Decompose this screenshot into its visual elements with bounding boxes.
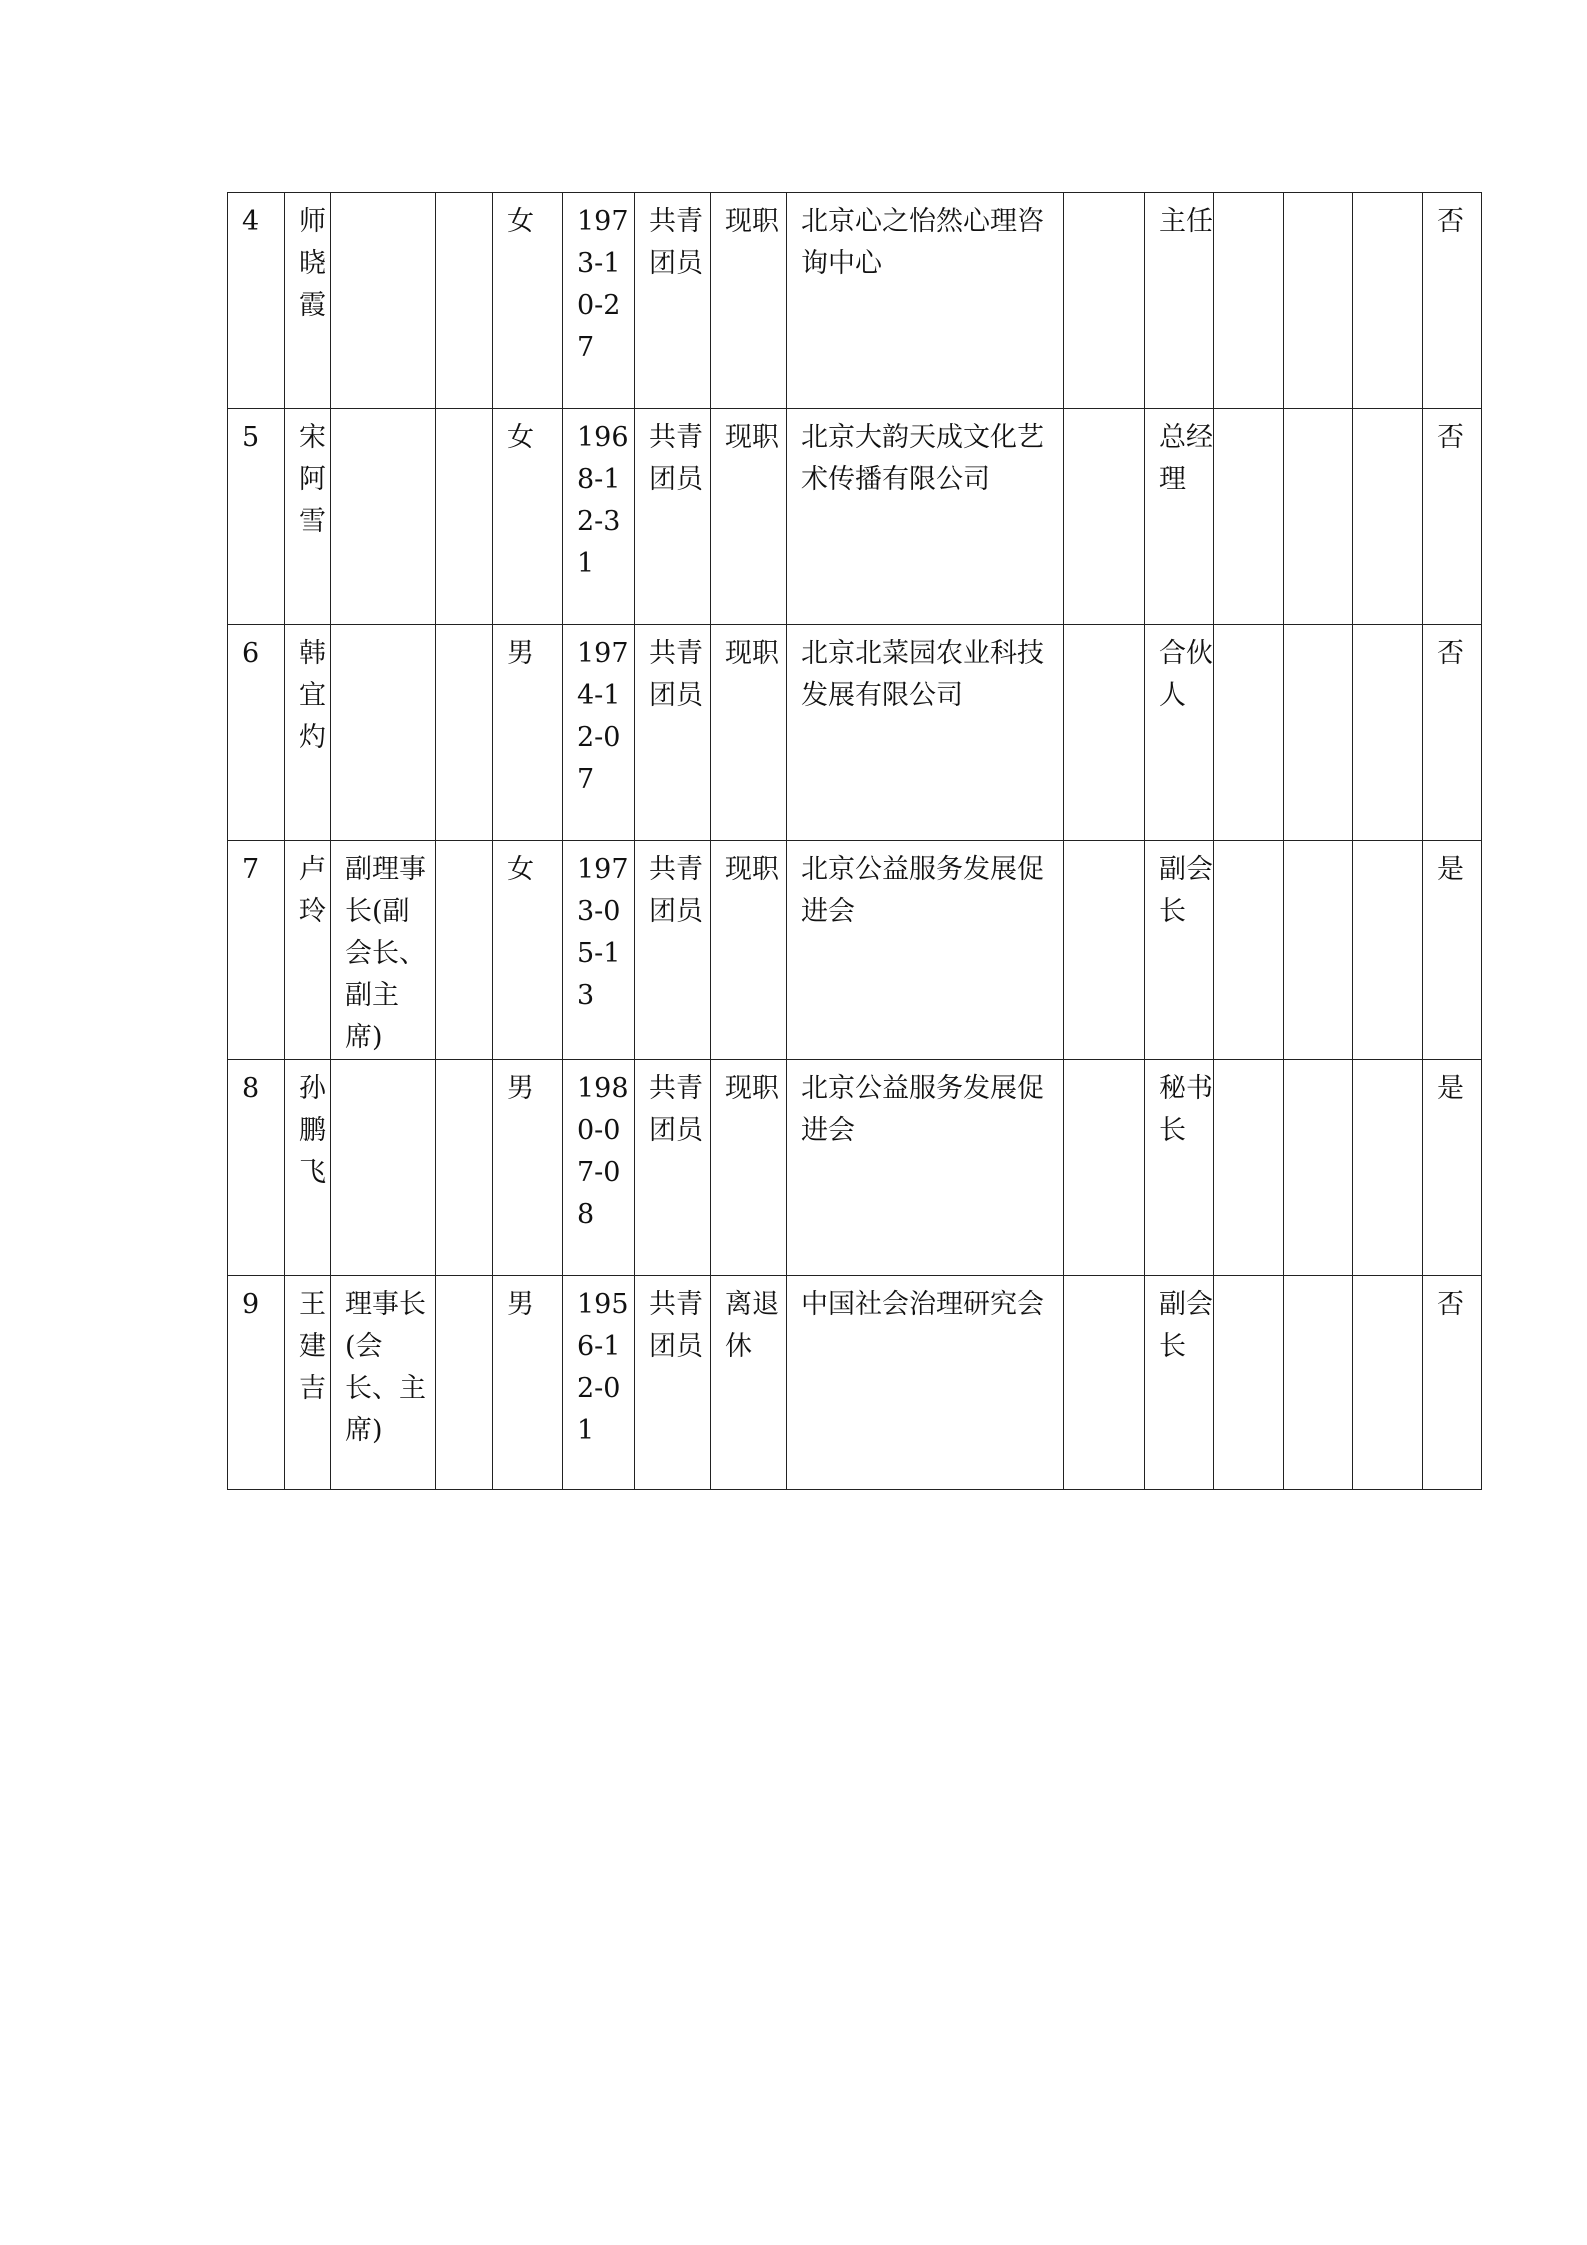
table-row	[228, 1060, 1482, 1276]
employment-status: 现职	[711, 1060, 787, 1276]
table-row	[228, 409, 1482, 625]
table-row	[228, 1276, 1482, 1490]
blank-cell	[1284, 625, 1353, 841]
gender-cell: 女	[493, 409, 563, 625]
gender-cell: 男	[493, 1060, 563, 1276]
blank-cell	[1353, 841, 1423, 1060]
position-title: 副会长	[1145, 841, 1214, 1060]
council-role	[331, 409, 436, 625]
blank-cell	[1064, 409, 1145, 625]
organization-name: 北京北菜园农业科技发展有限公司	[787, 625, 1064, 841]
birth-date: 1968-12-31	[563, 409, 635, 625]
blank-cell	[1353, 1060, 1423, 1276]
blank-cell	[1284, 193, 1353, 409]
row-number: 8	[228, 1060, 285, 1276]
council-role	[331, 625, 436, 841]
organization-name: 北京心之怡然心理咨询中心	[787, 193, 1064, 409]
gender-cell: 女	[493, 841, 563, 1060]
blank-cell	[436, 625, 493, 841]
employment-status: 现职	[711, 409, 787, 625]
blank-cell	[1214, 1060, 1284, 1276]
blank-cell	[436, 409, 493, 625]
blank-cell	[436, 1060, 493, 1276]
organization-name: 北京公益服务发展促进会	[787, 1060, 1064, 1276]
yes-no-flag: 否	[1423, 193, 1482, 409]
row-number: 9	[228, 1276, 285, 1490]
birth-date: 1974-12-07	[563, 625, 635, 841]
blank-cell	[436, 841, 493, 1060]
blank-cell	[1064, 1060, 1145, 1276]
yes-no-flag: 否	[1423, 409, 1482, 625]
blank-cell	[1284, 841, 1353, 1060]
political-status: 共青团员	[635, 1276, 711, 1490]
blank-cell	[1064, 625, 1145, 841]
organization-name: 北京公益服务发展促进会	[787, 841, 1064, 1060]
blank-cell	[1064, 841, 1145, 1060]
blank-cell	[1214, 1276, 1284, 1490]
birth-date: 1956-12-01	[563, 1276, 635, 1490]
member-name: 师晓霞	[285, 193, 331, 409]
birth-date: 1973-10-27	[563, 193, 635, 409]
blank-cell	[1284, 1060, 1353, 1276]
member-name: 韩宜灼	[285, 625, 331, 841]
position-title: 副会长	[1145, 1276, 1214, 1490]
employment-status: 现职	[711, 193, 787, 409]
political-status: 共青团员	[635, 1060, 711, 1276]
table-row	[228, 841, 1482, 1060]
blank-cell	[1353, 193, 1423, 409]
gender-cell: 男	[493, 1276, 563, 1490]
blank-cell	[1353, 409, 1423, 625]
employment-status: 离退休	[711, 1276, 787, 1490]
position-title: 合伙人	[1145, 625, 1214, 841]
blank-cell	[1214, 193, 1284, 409]
birth-date: 1973-05-13	[563, 841, 635, 1060]
position-title: 主任	[1145, 193, 1214, 409]
member-table	[227, 192, 1482, 1490]
blank-cell	[1214, 409, 1284, 625]
birth-date: 1980-07-08	[563, 1060, 635, 1276]
council-role	[331, 1060, 436, 1276]
blank-cell	[1064, 193, 1145, 409]
member-name: 孙鹏飞	[285, 1060, 331, 1276]
blank-cell	[1284, 1276, 1353, 1490]
blank-cell	[436, 193, 493, 409]
table-row	[228, 625, 1482, 841]
council-role: 副理事长(副会长、副主席)	[331, 841, 436, 1060]
position-title: 秘书长	[1145, 1060, 1214, 1276]
blank-cell	[436, 1276, 493, 1490]
table-row	[228, 193, 1482, 409]
organization-name: 中国社会治理研究会	[787, 1276, 1064, 1490]
member-name: 宋阿雪	[285, 409, 331, 625]
blank-cell	[1214, 625, 1284, 841]
position-title: 总经理	[1145, 409, 1214, 625]
blank-cell	[1284, 409, 1353, 625]
row-number: 6	[228, 625, 285, 841]
employment-status: 现职	[711, 841, 787, 1060]
political-status: 共青团员	[635, 625, 711, 841]
council-role: 理事长(会长、主席)	[331, 1276, 436, 1490]
employment-status: 现职	[711, 625, 787, 841]
member-name: 卢玲	[285, 841, 331, 1060]
blank-cell	[1353, 625, 1423, 841]
organization-name: 北京大韵天成文化艺术传播有限公司	[787, 409, 1064, 625]
council-role	[331, 193, 436, 409]
blank-cell	[1214, 841, 1284, 1060]
yes-no-flag: 否	[1423, 625, 1482, 841]
political-status: 共青团员	[635, 841, 711, 1060]
member-name: 王建吉	[285, 1276, 331, 1490]
row-number: 4	[228, 193, 285, 409]
row-number: 7	[228, 841, 285, 1060]
row-number: 5	[228, 409, 285, 625]
political-status: 共青团员	[635, 409, 711, 625]
yes-no-flag: 是	[1423, 841, 1482, 1060]
gender-cell: 男	[493, 625, 563, 841]
blank-cell	[1064, 1276, 1145, 1490]
political-status: 共青团员	[635, 193, 711, 409]
yes-no-flag: 否	[1423, 1276, 1482, 1490]
blank-cell	[1353, 1276, 1423, 1490]
yes-no-flag: 是	[1423, 1060, 1482, 1276]
gender-cell: 女	[493, 193, 563, 409]
